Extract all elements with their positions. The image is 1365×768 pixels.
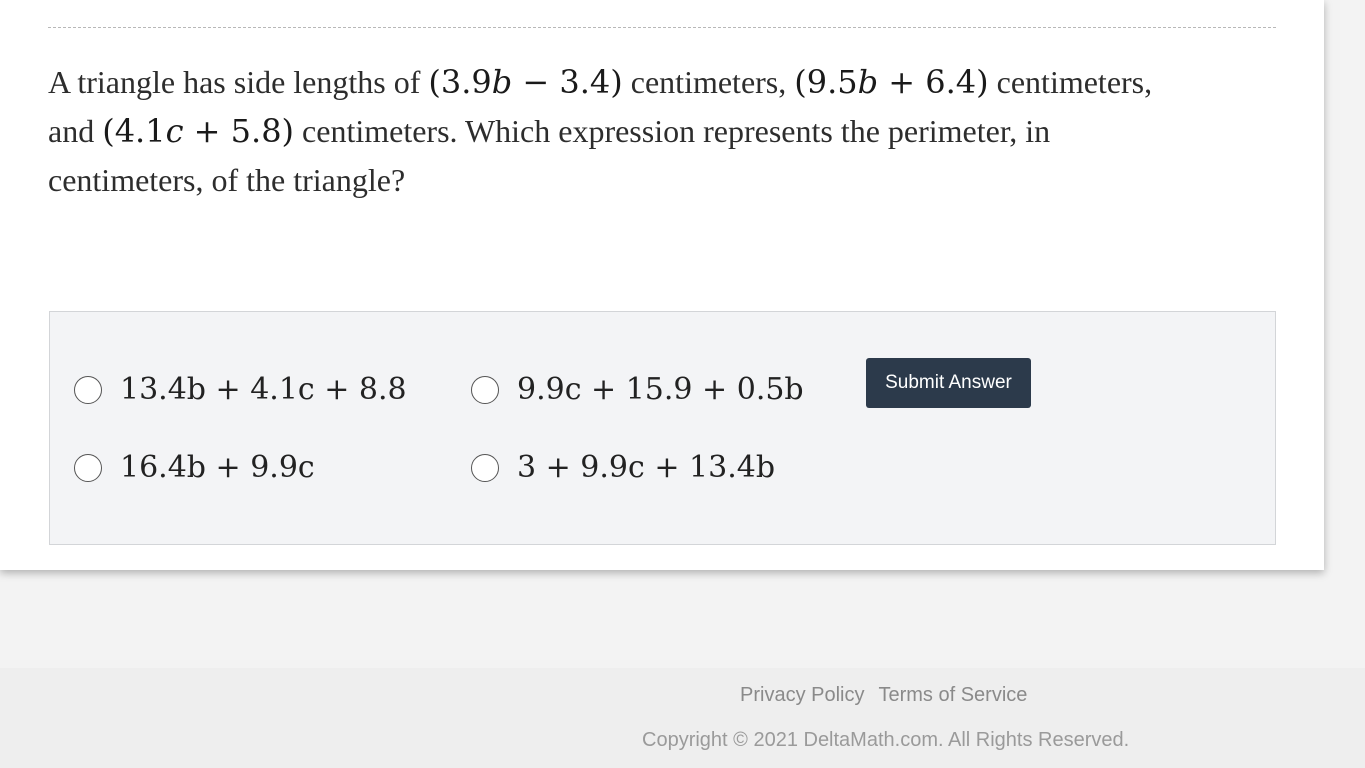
radio-button[interactable]: [74, 376, 102, 404]
radio-button[interactable]: [74, 454, 102, 482]
question-text-part: A triangle has side lengths of: [48, 64, 429, 100]
copyright-text: Copyright © 2021 DeltaMath.com. All Rights Reserved.: [642, 729, 1130, 751]
question-text-part: centimeters, of the triangle?: [48, 162, 406, 198]
question-text-part: centimeters. Which expression represents the perimeter, in: [294, 113, 1051, 149]
math-expression: (9.5b + 6.4): [794, 63, 989, 101]
choice-option-1[interactable]: [74, 372, 407, 407]
submit-answer-button[interactable]: Submit Answer: [866, 358, 1031, 408]
radio-button[interactable]: [471, 376, 499, 404]
choice-option-3[interactable]: [74, 450, 315, 485]
answer-choices-panel: [49, 311, 1276, 545]
math-expression: (4.1c + 5.8): [102, 112, 295, 150]
question-text-part: centimeters,: [622, 64, 795, 100]
terms-of-service-link[interactable]: Terms of Service: [878, 684, 1028, 706]
footer: [0, 668, 1365, 768]
footer-links: [740, 684, 1041, 707]
choice-label: 16.4b + 9.9c: [120, 450, 315, 485]
math-expression: (3.9b − 3.4): [428, 63, 623, 101]
question-text-part: and: [48, 113, 103, 149]
radio-button[interactable]: [471, 454, 499, 482]
choice-option-2[interactable]: [471, 372, 804, 407]
dashed-divider: [48, 27, 1276, 28]
choice-label: 3 + 9.9c + 13.4b: [517, 450, 776, 485]
choice-option-4[interactable]: [471, 450, 775, 485]
choice-label: 13.4b + 4.1c + 8.8: [120, 372, 407, 407]
question-text-part: centimeters,: [988, 64, 1153, 100]
choice-label: 9.9c + 15.9 + 0.5b: [517, 372, 804, 407]
privacy-policy-link[interactable]: Privacy Policy: [740, 684, 865, 706]
question-text: [48, 58, 1288, 205]
